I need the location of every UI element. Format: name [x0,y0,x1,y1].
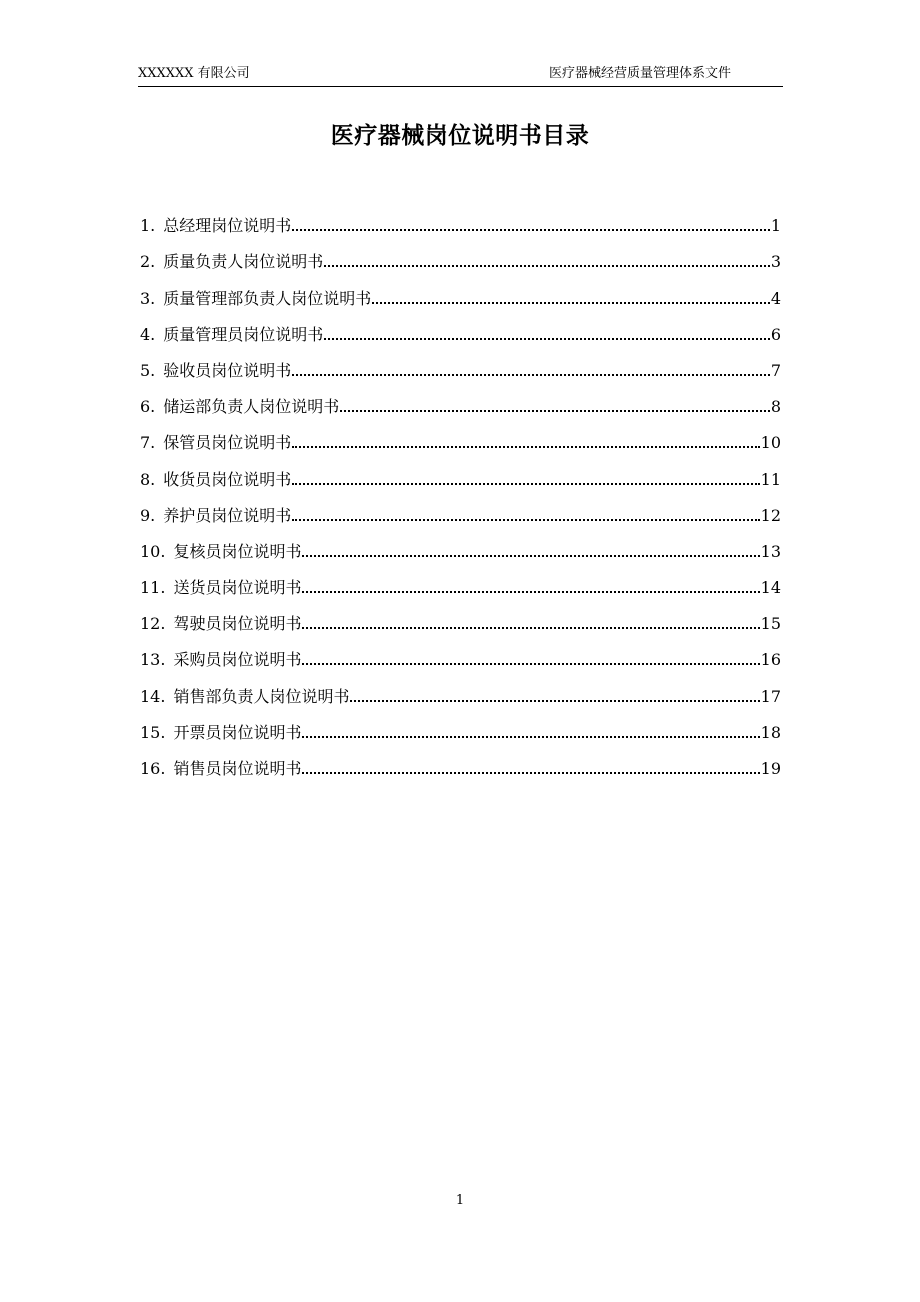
toc-entry-number: 9. [140,505,156,525]
toc-entry-label: 验收员岗位说明书 [163,360,292,380]
toc-entry-label: 开票员岗位说明书 [173,722,302,742]
toc-entry-page: 12 [760,505,781,525]
toc-leader-dots [302,663,759,665]
toc-entry-number: 12. [140,614,166,634]
toc-entry-15[interactable] [140,707,781,743]
toc-entry-label: 质量管理员岗位说明书 [163,324,324,344]
toc-entry-label: 送货员岗位说明书 [173,578,302,598]
toc-leader-dots [292,446,759,448]
toc-entry-7[interactable] [140,417,781,453]
toc-leader-dots [302,555,759,557]
toc-entry-page: 18 [760,722,781,742]
page-header [138,64,783,87]
toc-entry-number: 4. [140,324,156,344]
page-title: 医疗器械岗位说明书目录 [330,122,590,149]
toc-leader-dots [292,519,759,521]
toc-entry-page: 1 [770,216,781,236]
toc-entry-number: 15. [140,722,166,742]
toc-entry-page: 16 [760,650,781,670]
table-of-contents [140,200,781,779]
toc-leader-dots [302,772,759,774]
toc-entry-label: 驾驶员岗位说明书 [173,614,302,634]
toc-leader-dots [292,374,770,376]
toc-entry-page: 14 [760,578,781,598]
toc-entry-13[interactable] [140,634,781,670]
toc-leader-dots [372,302,770,304]
toc-entry-number: 1. [140,216,156,236]
toc-entry-label: 复核员岗位说明书 [173,541,302,561]
toc-entry-label: 收货员岗位说明书 [163,469,292,489]
page-number: 1 [455,1193,465,1208]
toc-entry-number: 14. [140,686,166,706]
toc-entry-2[interactable] [140,236,781,272]
toc-entry-label: 养护员岗位说明书 [163,505,292,525]
toc-entry-label: 保管员岗位说明书 [163,433,292,453]
toc-entry-page: 6 [770,324,781,344]
toc-entry-number: 13. [140,650,166,670]
toc-entry-16[interactable] [140,743,781,779]
toc-entry-8[interactable] [140,453,781,489]
toc-entry-number: 3. [140,288,156,308]
toc-entry-label: 销售员岗位说明书 [173,759,302,778]
toc-leader-dots [302,736,759,738]
toc-entry-number: 16. [140,759,166,778]
toc-entry-1[interactable] [140,200,781,236]
toc-entry-9[interactable] [140,490,781,526]
toc-entry-page: 13 [760,541,781,561]
toc-entry-label: 销售部负责人岗位说明书 [173,686,350,706]
toc-entry-page: 10 [760,433,781,453]
header-document-series: 医疗器械经营质量管理体系文件 [548,66,731,81]
toc-entry-number: 10. [140,541,166,561]
toc-entry-number: 7. [140,433,156,453]
toc-entry-label: 总经理岗位说明书 [163,216,292,236]
toc-leader-dots [302,627,759,629]
toc-leader-dots [324,265,770,267]
toc-entry-11[interactable] [140,562,781,598]
toc-entry-number: 2. [140,252,156,272]
toc-entry-page: 4 [770,288,781,308]
page-footer [0,1192,920,1210]
toc-entry-label: 采购员岗位说明书 [173,650,302,670]
toc-entry-number: 8. [140,469,156,489]
toc-entry-14[interactable] [140,670,781,706]
toc-leader-dots [302,591,759,593]
toc-leader-dots [292,229,770,231]
toc-entry-label: 质量管理部负责人岗位说明书 [163,288,372,308]
header-company: XXXXXX 有限公司 [138,66,250,81]
toc-entry-page: 11 [760,469,781,489]
toc-entry-label: 储运部负责人岗位说明书 [163,397,340,417]
toc-entry-page: 8 [770,397,781,417]
toc-entry-page: 3 [770,252,781,272]
toc-entry-6[interactable] [140,381,781,417]
toc-entry-5[interactable] [140,345,781,381]
toc-leader-dots [350,700,759,702]
toc-entry-label: 质量负责人岗位说明书 [163,252,324,272]
toc-entry-3[interactable] [140,272,781,308]
toc-leader-dots [324,338,770,340]
toc-entry-page: 15 [760,614,781,634]
toc-entry-number: 6. [140,397,156,417]
toc-leader-dots [292,483,759,485]
toc-entry-number: 5. [140,360,156,380]
toc-entry-number: 11. [140,578,166,598]
toc-leader-dots [340,410,770,412]
toc-entry-12[interactable] [140,598,781,634]
toc-entry-page: 17 [760,686,781,706]
toc-entry-page: 7 [770,360,781,380]
toc-entry-10[interactable] [140,526,781,562]
toc-entry-page: 19 [760,759,781,778]
toc-entry-4[interactable] [140,309,781,345]
